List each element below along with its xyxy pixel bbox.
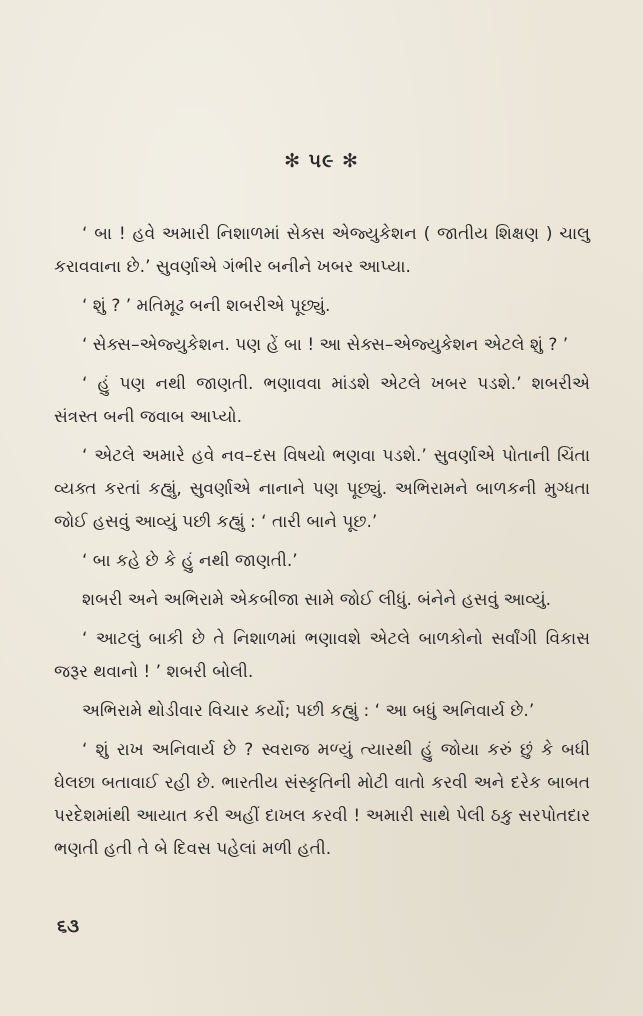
paragraph: ‘ સેક્સ–એજ્યુકેશન. પણ હેં બા ! આ સેક્સ–એજ્યુકેશન એટલે શું ? ’ [82, 335, 569, 355]
body-text [54, 218, 590, 872]
paragraph: ‘ શું રાખ અનિવાર્ય છે ? સ્વરાજ મળ્યું ત્યારથી હું જોયા કરું છું કે બધી ઘેલછા બતાવાઈ રહી છે. ભારતીય સંસ્કૃતિની મોટી વાતો કરવી અને દરેક બાબત પરદેશમાંથી આયાત કરી અહીં દાખલ કરવી ! અમારી સાથે પેલી ઠકુ સરપોતદાર ભણતી હતી તે બે દિવસ પહેલાં મળી હતી. [54, 740, 590, 859]
page-number: ૬૩ [57, 916, 80, 937]
paragraph: ‘ શું ? ’ મતિમૂઢ બની શબરીએ પૂછ્યું. [82, 296, 331, 316]
paragraph: ‘ આટલું બાકી છે તે નિશાળમાં ભણાવશે એટલે બાળકોનો સર્વાંગી વિકાસ જરૂર થવાનો ! ’ શબરી બોલી. [54, 629, 590, 682]
paragraph: શબરી અને અભિરામે એકબીજા સામે જોઈ લીધું. બંનેને હસવું આવ્યું. [82, 590, 552, 610]
paragraph: ‘ હું પણ નથી જાણતી. ભણાવવા માંડશે એટલે ખબર પડશે.’ શબરીએ સંત્રસ્ત બની જવાબ આપ્યો. [54, 374, 590, 427]
paragraph: ‘ બા કહે છે કે હું નથી જાણતી.’ [82, 551, 298, 571]
paragraph: ‘ એટલે અમારે હવે નવ–દસ વિષયો ભણવા પડશે.’ સુવર્ણાએ પોતાની ચિંતા વ્યક્ત કરતાં કહ્યું, સુવર્ણાએ નાનાને પણ પૂછ્યું. અભિરામને બાળકની મુગ્ધતા જોઈ હસવું આવ્યું પછી કહ્યું : ‘ તારી બાને પૂછ.’ [54, 446, 590, 532]
paragraph: અભિરામે થોડીવાર વિચાર કર્યો; પછી કહ્યું : ‘ આ બધું અનિવાર્ય છે.’ [82, 701, 535, 721]
paragraph: ‘ બા ! હવે અમારી નિશાળમાં સેક્સ એજ્યુકેશન ( જાતીય શિક્ષણ ) ચાલુ કરાવવાના છે.’ સુવર્ણાએ ગંભીર બનીને ખબર આપ્યા. [54, 224, 590, 277]
chapter-heading: ✻ ૫૯ ✻ [284, 150, 359, 172]
